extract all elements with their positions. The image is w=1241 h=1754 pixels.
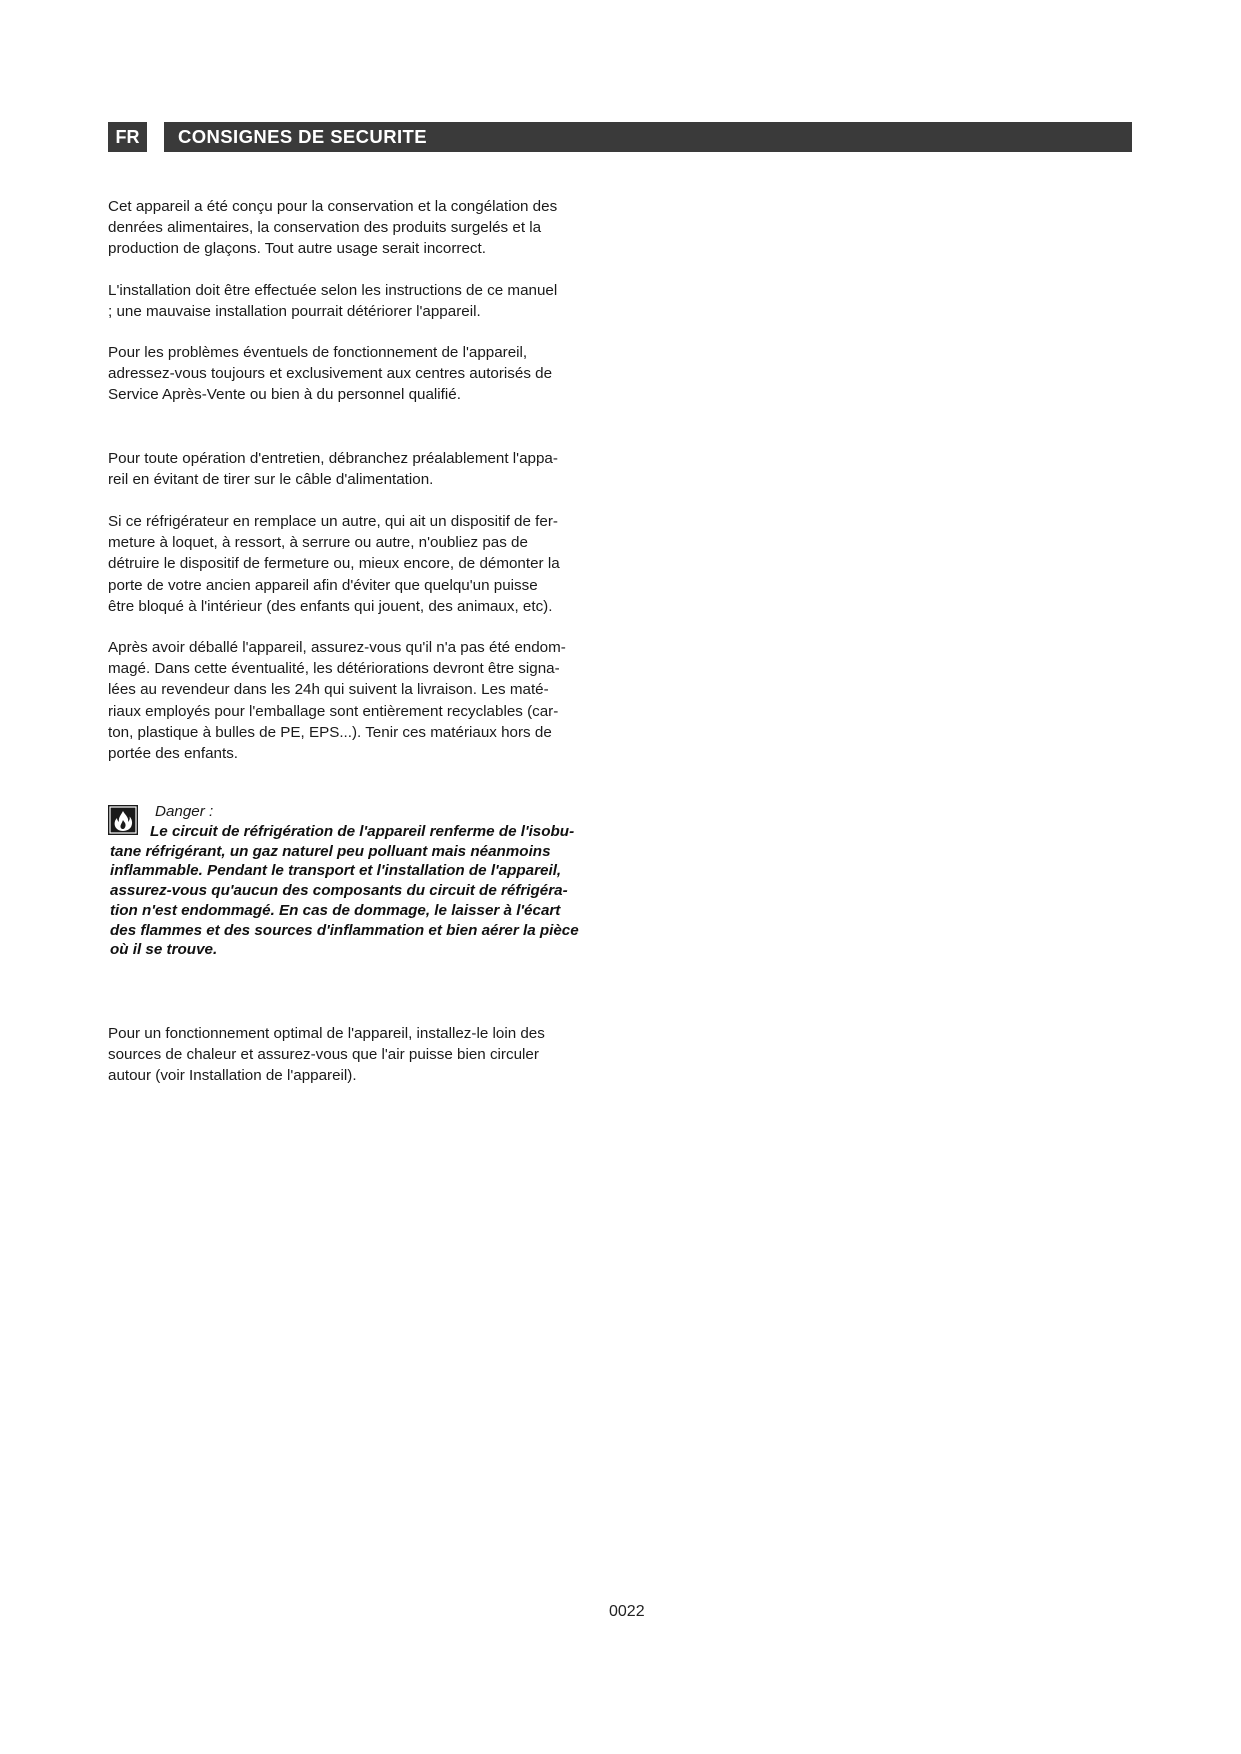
language-badge: FR xyxy=(108,122,147,152)
danger-warning-text xyxy=(110,822,597,960)
paragraph-maintenance: Pour toute opération d'entretien, débranchez préalablement l'appa- reil en évitant de tirer sur le câble d'alimentation. xyxy=(108,450,558,489)
section-title-text: CONSIGNES DE SECURITE xyxy=(178,126,427,147)
paragraph-unpacking: Après avoir déballé l'appareil, assurez-vous qu'il n'a pas été endom- magé. Dans cette éventualité, les détériorations devront être signa- lées au revendeur dans les 24h qui suivent la livraison. Les maté- riaux employés pour l'emballage sont entièrement recyclables (car- ton, plastique à bulles de PE, EPS...). Tenir ces matériaux hors de portée des enfants. xyxy=(108,639,566,763)
page-number: 0022 xyxy=(609,1603,645,1620)
danger-title: Danger : xyxy=(155,803,214,820)
section-title xyxy=(164,122,1132,152)
paragraph-old-appliance: Si ce réfrigérateur en remplace un autre, qui ait un dispositif de fer- meture à loquet, à ressort, à serrure ou autre, n'oubliez pas de détruire le dispositif de fermeture ou, mieux encore, de démonter la porte de votre ancien appareil afin d'éviter que quelqu'un puisse être bloqué à l'intérieur (des enfants qui jouent, des animaux, etc). xyxy=(108,513,560,615)
paragraph-service: Pour les problèmes éventuels de fonctionnement de l'appareil, adressez-vous toujours et exclusivement aux centres autorisés de Service Après-Vente ou bien à du personnel qualifié. xyxy=(108,344,553,404)
paragraph-intended-use: Cet appareil a été conçu pour la conservation et la congélation des denrées alimentaires, la conservation des produits surgelés et la production de glaçons. Tout autre usage serait incorrect. xyxy=(108,198,558,258)
danger-first-line: Le circuit de réfrigération de l'appareil renferme de l'isobu- xyxy=(150,823,575,840)
paragraph-installation: L'installation doit être effectuée selon les instructions de ce manuel ; une mauvaise installation pourrait détériorer l'appareil. xyxy=(108,282,558,321)
paragraph-optimal-operation: Pour un fonctionnement optimal de l'appareil, installez-le loin des sources de chaleur et assurez-vous que l'air puisse bien circuler autour (voir Installation de l'appareil). xyxy=(108,1025,545,1085)
danger-body: tane réfrigérant, un gaz naturel peu polluant mais néanmoins inflammable. Pendant le transport et l'installation de l'appareil, assurez-vous qu'aucun des composants du circuit de réfrigéra- tion n'est endommagé. En cas de dommage, le laisser à l'écart des flammes et des sources d'inflammation et bien aérer la pièce où il se trouve. xyxy=(110,842,579,959)
